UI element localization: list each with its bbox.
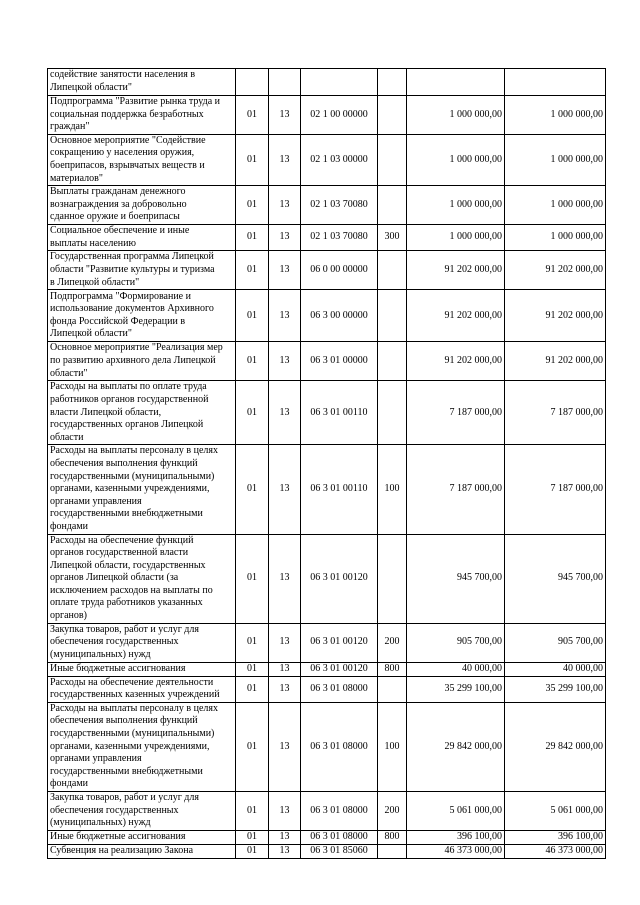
row-name: Расходы на выплаты персоналу в целях обеспечения выполнения функций государственными (муниципальными) органами, казенными учреждениями, органами управления государственными внебюджетными фондами (48, 445, 236, 534)
amount-1: 7 187 000,00 (407, 381, 505, 445)
row-name: Закупка товаров, работ и услуг для обеспечения государственных (муниципальных) нужд (48, 623, 236, 662)
table-row (48, 225, 606, 251)
subsection-code: 13 (269, 225, 301, 251)
amount-2: 29 842 000,00 (505, 702, 606, 791)
amount-1 (407, 69, 505, 96)
target-article-code: 06 3 01 08000 (301, 676, 378, 702)
expense-type-code (378, 96, 407, 135)
expense-type-code (378, 134, 407, 185)
amount-2 (505, 69, 606, 96)
target-article-code: 02 1 00 00000 (301, 96, 378, 135)
row-name: содействие занятости населения в Липецкой области" (48, 69, 236, 96)
expense-type-code (378, 69, 407, 96)
section-code: 01 (236, 623, 269, 662)
row-name: Основное мероприятие "Реализация мер по развитию архивного дела Липецкой области" (48, 342, 236, 381)
expense-type-code (378, 290, 407, 342)
table-row (48, 134, 606, 185)
amount-1: 1 000 000,00 (407, 96, 505, 135)
expense-type-code (378, 845, 407, 859)
amount-1: 40 000,00 (407, 662, 505, 676)
target-article-code: 06 3 01 00000 (301, 342, 378, 381)
row-name: Основное мероприятие "Содействие сокращению у населения оружия, боеприпасов, взрывчатых веществ и материалов" (48, 134, 236, 185)
amount-2: 1 000 000,00 (505, 96, 606, 135)
target-article-code: 06 3 01 85060 (301, 845, 378, 859)
section-code: 01 (236, 186, 269, 225)
row-name: Подпрограмма "Формирование и использование документов Архивного фонда Российской Федерации в Липецкой области" (48, 290, 236, 342)
amount-1: 91 202 000,00 (407, 251, 505, 290)
row-name: Субвенция на реализацию Закона (48, 845, 236, 859)
row-name: Государственная программа Липецкой области "Развитие культуры и туризма в Липецкой области" (48, 251, 236, 290)
amount-1: 35 299 100,00 (407, 676, 505, 702)
expense-type-code (378, 381, 407, 445)
table-row (48, 534, 606, 623)
table-row (48, 381, 606, 445)
target-article-code: 06 3 01 00120 (301, 662, 378, 676)
target-article-code: 06 3 01 08000 (301, 702, 378, 791)
amount-2: 91 202 000,00 (505, 342, 606, 381)
target-article-code: 02 1 03 70080 (301, 225, 378, 251)
subsection-code: 13 (269, 623, 301, 662)
table-row (48, 342, 606, 381)
section-code: 01 (236, 381, 269, 445)
subsection-code: 13 (269, 662, 301, 676)
section-code (236, 69, 269, 96)
expense-type-code (378, 676, 407, 702)
amount-2: 91 202 000,00 (505, 290, 606, 342)
amount-2: 396 100,00 (505, 831, 606, 845)
section-code: 01 (236, 225, 269, 251)
amount-1: 5 061 000,00 (407, 792, 505, 831)
subsection-code: 13 (269, 676, 301, 702)
amount-1: 91 202 000,00 (407, 290, 505, 342)
amount-2: 1 000 000,00 (505, 134, 606, 185)
amount-2: 7 187 000,00 (505, 381, 606, 445)
amount-1: 396 100,00 (407, 831, 505, 845)
table-row (48, 96, 606, 135)
subsection-code: 13 (269, 290, 301, 342)
subsection-code: 13 (269, 96, 301, 135)
expense-type-code (378, 186, 407, 225)
row-name: Расходы на обеспечение деятельности государственных казенных учреждений (48, 676, 236, 702)
section-code: 01 (236, 534, 269, 623)
amount-2: 1 000 000,00 (505, 186, 606, 225)
target-article-code: 06 3 01 00120 (301, 623, 378, 662)
table-row (48, 792, 606, 831)
table-row (48, 662, 606, 676)
section-code: 01 (236, 792, 269, 831)
row-name: Социальное обеспечение и иные выплаты населению (48, 225, 236, 251)
amount-1: 1 000 000,00 (407, 186, 505, 225)
target-article-code: 06 0 00 00000 (301, 251, 378, 290)
target-article-code: 06 3 01 00110 (301, 445, 378, 534)
target-article-code: 06 3 01 08000 (301, 831, 378, 845)
amount-2: 1 000 000,00 (505, 225, 606, 251)
row-name: Иные бюджетные ассигнования (48, 831, 236, 845)
section-code: 01 (236, 831, 269, 845)
expense-type-code: 100 (378, 702, 407, 791)
subsection-code: 13 (269, 845, 301, 859)
section-code: 01 (236, 845, 269, 859)
section-code: 01 (236, 702, 269, 791)
amount-1: 1 000 000,00 (407, 225, 505, 251)
subsection-code: 13 (269, 251, 301, 290)
subsection-code: 13 (269, 831, 301, 845)
subsection-code: 13 (269, 134, 301, 185)
expense-type-code: 800 (378, 662, 407, 676)
section-code: 01 (236, 251, 269, 290)
amount-1: 91 202 000,00 (407, 342, 505, 381)
amount-2: 945 700,00 (505, 534, 606, 623)
section-code: 01 (236, 96, 269, 135)
subsection-code: 13 (269, 381, 301, 445)
budget-table (47, 68, 606, 859)
amount-2: 35 299 100,00 (505, 676, 606, 702)
section-code: 01 (236, 445, 269, 534)
subsection-code: 13 (269, 702, 301, 791)
row-name: Закупка товаров, работ и услуг для обеспечения государственных (муниципальных) нужд (48, 792, 236, 831)
expense-type-code: 200 (378, 623, 407, 662)
target-article-code: 06 3 01 08000 (301, 792, 378, 831)
table-row (48, 676, 606, 702)
subsection-code: 13 (269, 534, 301, 623)
amount-1: 46 373 000,00 (407, 845, 505, 859)
row-name: Расходы на обеспечение функций органов государственной власти Липецкой области, государственных органов Липецкой области (за исключением расходов на выплаты по оплате труда работников указанных органов) (48, 534, 236, 623)
section-code: 01 (236, 290, 269, 342)
subsection-code: 13 (269, 342, 301, 381)
subsection-code: 13 (269, 186, 301, 225)
target-article-code: 06 3 00 00000 (301, 290, 378, 342)
row-name: Выплаты гражданам денежного вознаграждения за добровольно сданное оружие и боеприпасы (48, 186, 236, 225)
amount-2: 40 000,00 (505, 662, 606, 676)
expense-type-code (378, 342, 407, 381)
row-name: Подпрограмма "Развитие рынка труда и социальная поддержка безработных граждан" (48, 96, 236, 135)
section-code: 01 (236, 676, 269, 702)
expense-type-code: 200 (378, 792, 407, 831)
amount-2: 5 061 000,00 (505, 792, 606, 831)
row-name: Расходы на выплаты по оплате труда работников органов государственной власти Липецкой области, государственных органов Липецкой области (48, 381, 236, 445)
table-row (48, 69, 606, 96)
table-row (48, 186, 606, 225)
expense-type-code: 300 (378, 225, 407, 251)
amount-1: 7 187 000,00 (407, 445, 505, 534)
section-code: 01 (236, 342, 269, 381)
table-row (48, 290, 606, 342)
target-article-code: 06 3 01 00120 (301, 534, 378, 623)
table-row (48, 251, 606, 290)
amount-2: 46 373 000,00 (505, 845, 606, 859)
expense-type-code: 800 (378, 831, 407, 845)
row-name: Расходы на выплаты персоналу в целях обеспечения выполнения функций государственными (муниципальными) органами, казенными учреждениями, органами управления государственными внебюджетными фондами (48, 702, 236, 791)
row-name: Иные бюджетные ассигнования (48, 662, 236, 676)
table-row (48, 623, 606, 662)
expense-type-code (378, 251, 407, 290)
table-row (48, 445, 606, 534)
table-row (48, 831, 606, 845)
target-article-code: 02 1 03 00000 (301, 134, 378, 185)
amount-2: 905 700,00 (505, 623, 606, 662)
amount-1: 29 842 000,00 (407, 702, 505, 791)
subsection-code (269, 69, 301, 96)
table-row (48, 845, 606, 859)
amount-1: 945 700,00 (407, 534, 505, 623)
amount-2: 7 187 000,00 (505, 445, 606, 534)
subsection-code: 13 (269, 445, 301, 534)
expense-type-code (378, 534, 407, 623)
table-row (48, 702, 606, 791)
amount-1: 1 000 000,00 (407, 134, 505, 185)
target-article-code: 02 1 03 70080 (301, 186, 378, 225)
budget-table-body (48, 69, 606, 859)
amount-1: 905 700,00 (407, 623, 505, 662)
section-code: 01 (236, 662, 269, 676)
amount-2: 91 202 000,00 (505, 251, 606, 290)
section-code: 01 (236, 134, 269, 185)
expense-type-code: 100 (378, 445, 407, 534)
target-article-code (301, 69, 378, 96)
target-article-code: 06 3 01 00110 (301, 381, 378, 445)
subsection-code: 13 (269, 792, 301, 831)
